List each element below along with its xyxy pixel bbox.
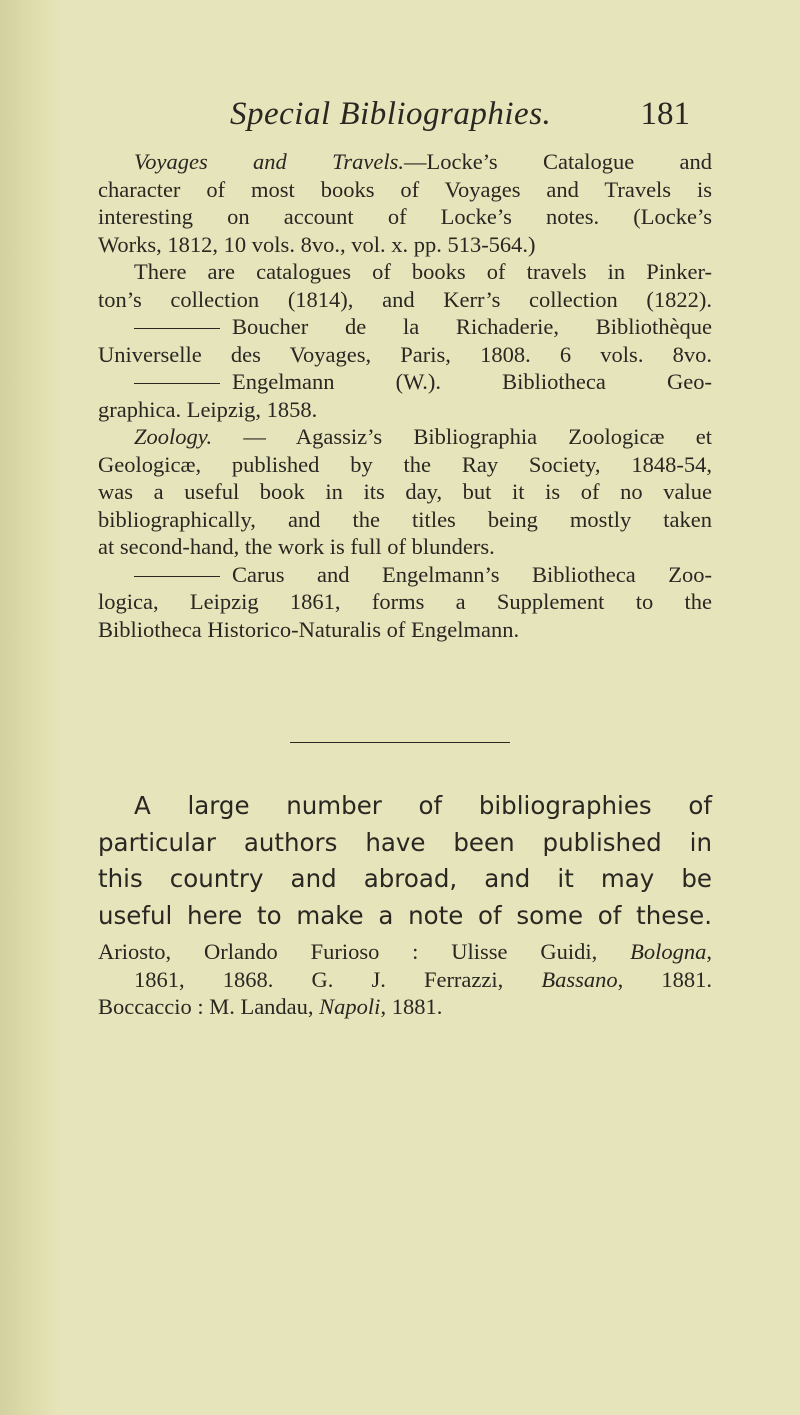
entry-place-bologna: Bologna <box>630 939 707 964</box>
running-head-title: Special Bibliographies. <box>230 96 552 132</box>
zoology-line-8: Bibliotheca Historico-Naturalis of Engelmann. <box>98 616 520 642</box>
voyages-line-3: interesting on account of Locke’s notes. (Locke’s <box>98 204 712 229</box>
page-number: 181 <box>640 96 690 132</box>
entry-line-2-end: , 1881. <box>617 966 712 992</box>
author-entries <box>98 938 712 1021</box>
entry-place-napoli: Napoli <box>319 994 381 1019</box>
zoology-line-3: was a useful book in its day, but it is of no value <box>98 479 712 504</box>
entry-boccaccio: Boccaccio : M. Landau, <box>98 994 320 1019</box>
voyages-line-2: character of most books of Voyages and Travels is <box>98 176 712 202</box>
voyages-line-6: ton’s collection (1814), and Kerr’s collection (1822). <box>98 286 712 312</box>
entry-ferrazzi: 1861, 1868. G. J. Ferrazzi, <box>134 966 542 992</box>
voyages-line-8: Universelle des Voyages, Paris, 1808. 6 vols. 8vo. <box>98 341 712 367</box>
intro-line-3: this country and abroad, and it may be <box>98 864 712 893</box>
voyages-text-9: Engelmann (W.). Bibliotheca Geo- <box>232 369 712 394</box>
entry-line-3-end: , 1881. <box>380 994 443 1019</box>
voyages-text: —Locke’s Catalogue and <box>403 149 712 174</box>
intro-paragraph <box>98 788 712 934</box>
entry-line-1 <box>98 938 712 966</box>
intro-line-2: particular authors have been published in <box>98 827 712 857</box>
entry-line-3 <box>98 993 712 1021</box>
ditto-rule <box>134 383 220 384</box>
entry-place-bassano: Bassano <box>541 966 618 992</box>
zoology-heading: Zoology. <box>134 424 213 449</box>
ditto-rule <box>134 576 220 577</box>
voyages-text-7: Boucher de la Richaderie, Bibliothèque <box>232 314 712 339</box>
entry-line-2 <box>98 966 712 994</box>
voyages-line-5: There are catalogues of books of travels in Pinker- <box>134 259 712 284</box>
intro-line-4: useful here to make a note of some of these. <box>98 900 712 930</box>
entry-ariosto: Ariosto, Orlando Furioso : Ulisse Guidi, <box>98 939 631 964</box>
section-divider <box>290 742 510 743</box>
running-head <box>230 96 690 136</box>
voyages-line-4: Works, 1812, 10 vols. 8vo., vol. x. pp. 513-564.) <box>98 231 536 257</box>
zoology-text: — Agassiz’s Bibliographia Zoologicæ et <box>212 424 712 449</box>
voyages-line-10: graphica. Leipzig, 1858. <box>98 396 318 422</box>
intro-line-1: A large number of bibliographies of <box>134 791 712 820</box>
zoology-text-6: Carus and Engelmann’s Bibliotheca Zoo- <box>232 561 712 587</box>
voyages-heading: Voyages and Travels. <box>134 149 404 174</box>
zoology-line-5: at second-hand, the work is full of blunders. <box>98 534 495 559</box>
voyages-line-7 <box>98 313 712 341</box>
voyages-line-9 <box>98 368 712 396</box>
voyages-section <box>98 148 712 423</box>
zoology-line-2: Geologicæ, published by the Ray Society, 1848-54, <box>98 451 712 477</box>
zoology-section <box>98 423 712 643</box>
zoology-line-4: bibliographically, and the titles being mostly taken <box>98 506 712 532</box>
zoology-line-1 <box>98 423 712 451</box>
entry-line-1-end: , <box>706 939 712 964</box>
ditto-rule <box>134 328 220 329</box>
zoology-line-6 <box>98 561 712 589</box>
zoology-line-7: logica, Leipzig 1861, forms a Supplement to the <box>98 589 712 614</box>
voyages-line-1 <box>98 148 712 176</box>
